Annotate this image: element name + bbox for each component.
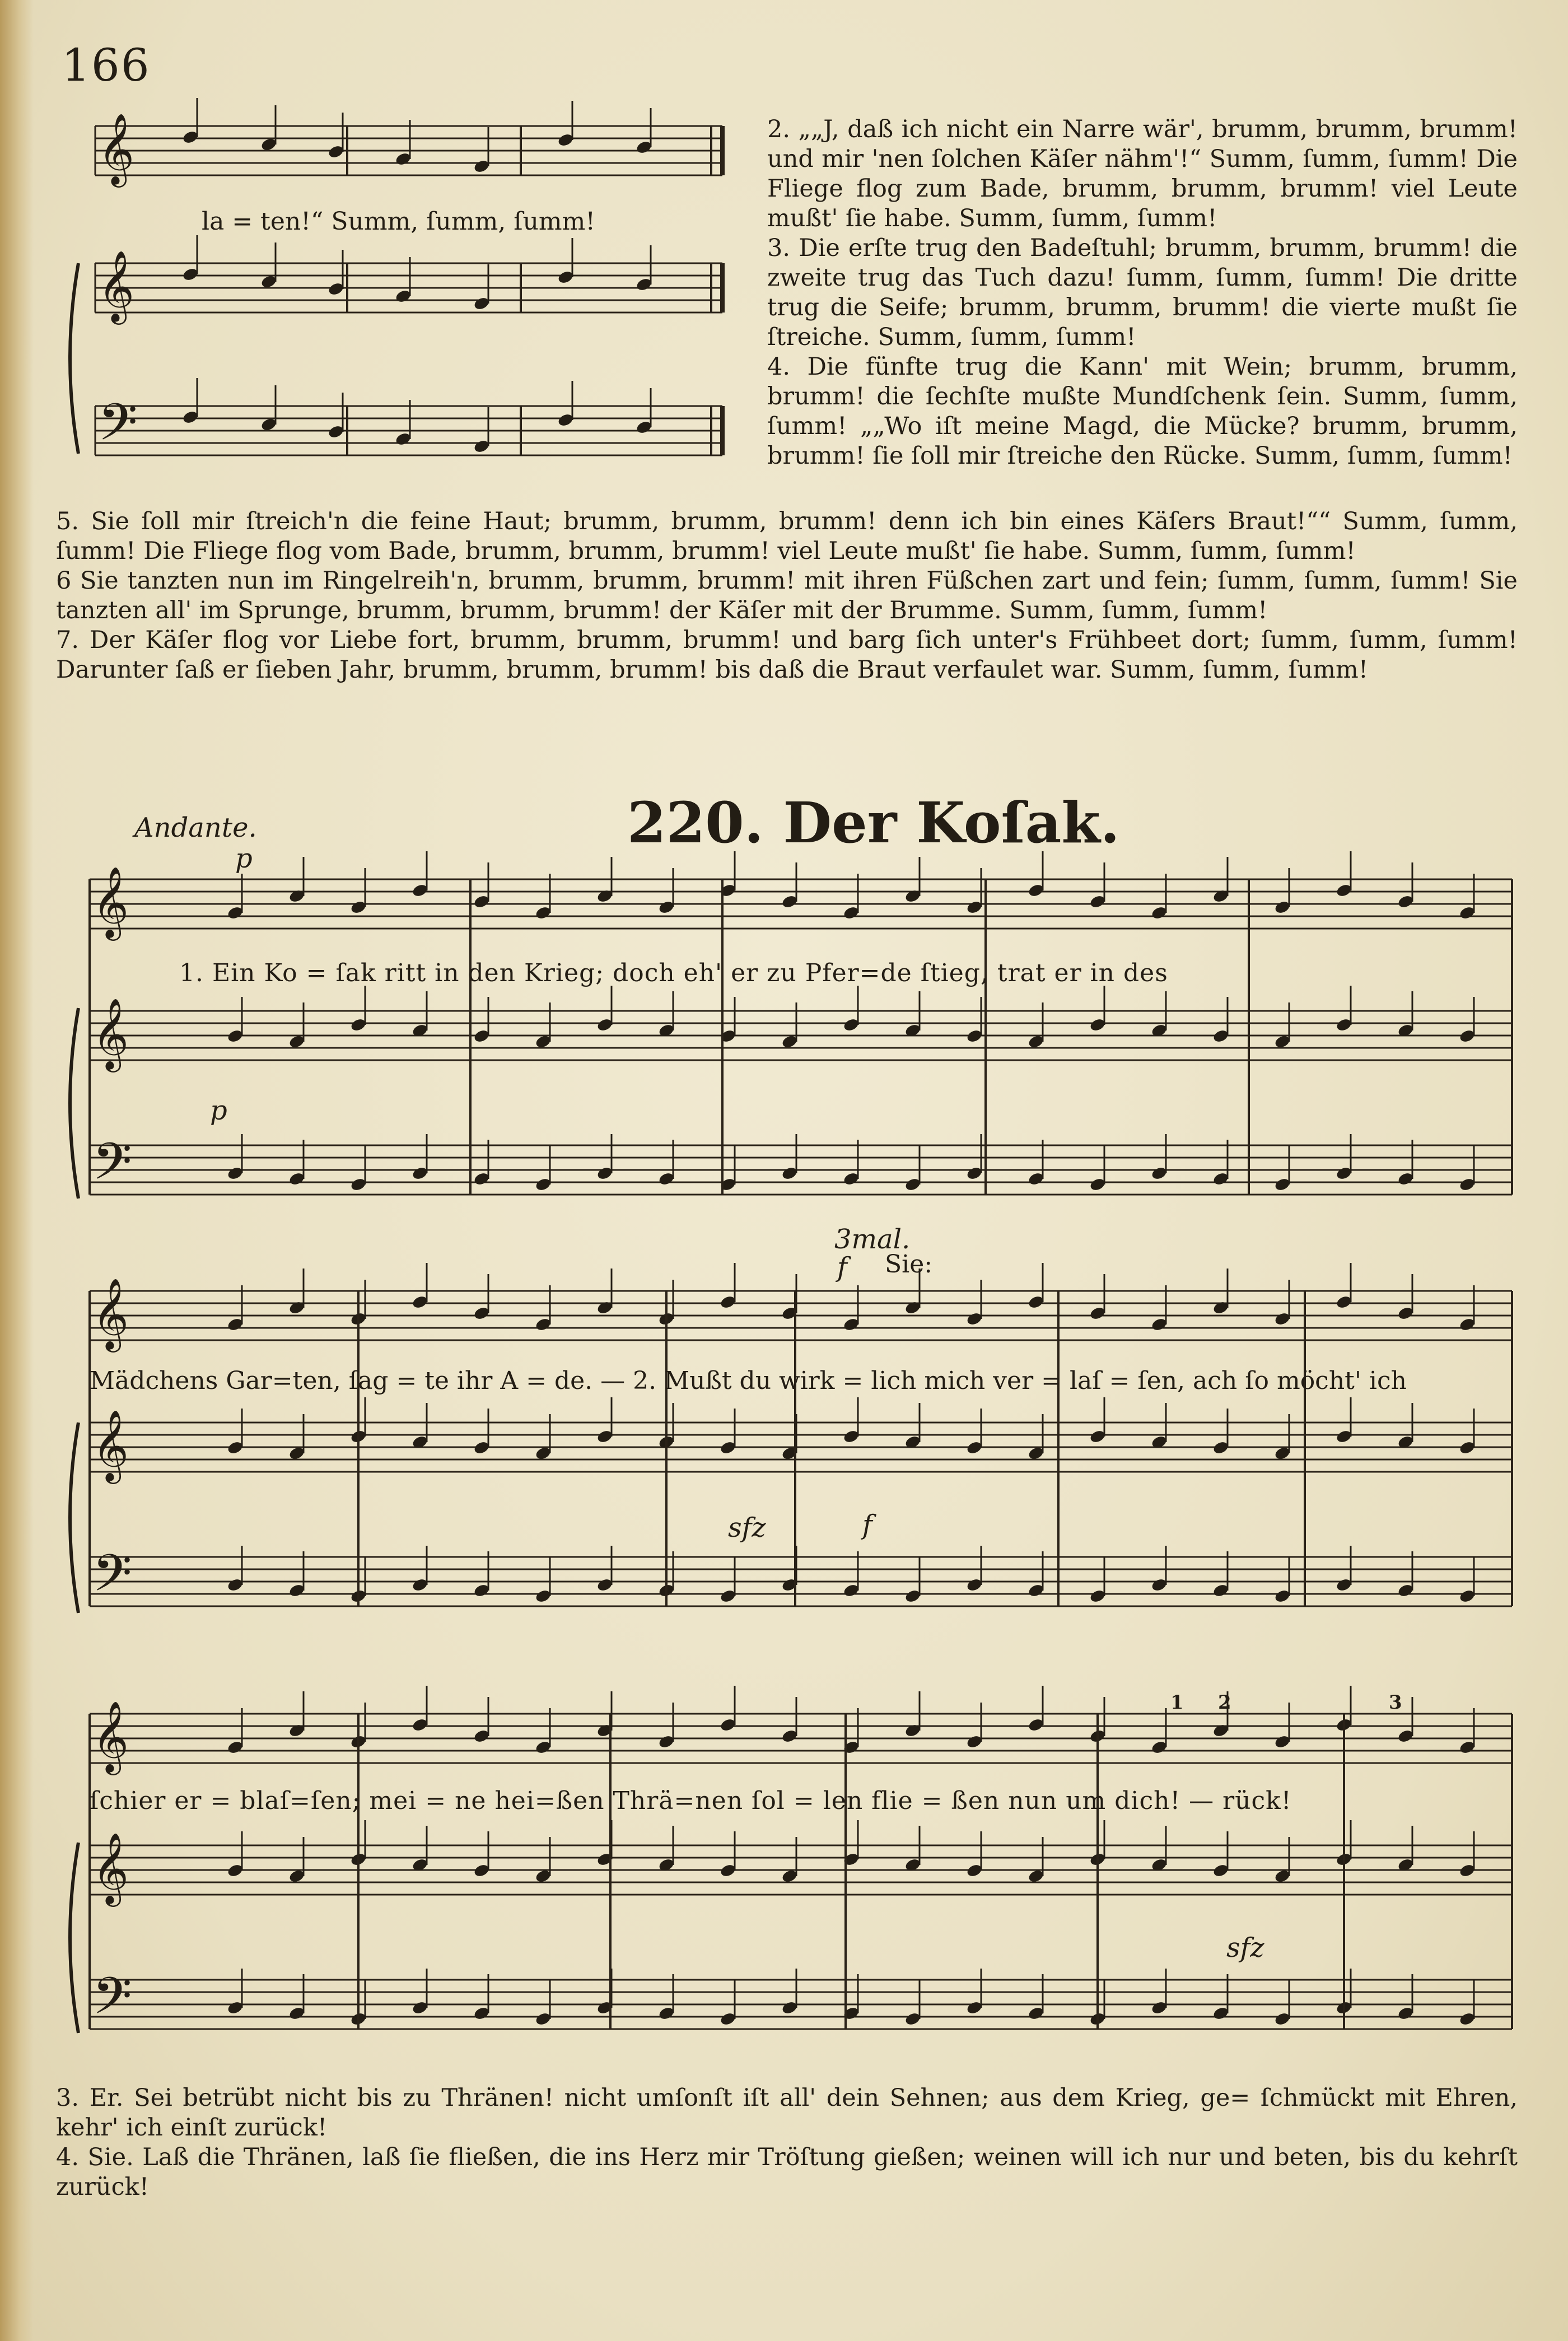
system-brace xyxy=(70,1843,78,2033)
verses-right-column xyxy=(767,115,1518,471)
song-verse-3: 3. Er. Sei betrübt nicht bis zu Thränen! nicht umſonſt iſt all' dein Sehnen; aus dem Krieg, ge= ſchmückt mit Ehren, kehr' ich einſt zurück! xyxy=(56,2084,1518,2142)
repeat-mark: 3mal. xyxy=(834,1224,911,1255)
system-brace xyxy=(70,263,78,454)
song-verse-4: 4. Sie. Laß die Thränen, laß ſie fließen, die ins Herz mir Tröſtung gießen; weinen will ich nur und beten, bis du kehrſt zurück! xyxy=(56,2143,1518,2201)
clefs xyxy=(92,113,138,2038)
verse-4: 4. Die fünfte trug die Kann' mit Wein; brumm, brumm, brumm! die ſechſte mußte Mundſchenk ſein. Summ, ſumm, ſumm! „„Wo iſt meine Magd, die Mücke? brumm, brumm, brumm! ſie ſoll mir ſtreiche den Rücke. Summ, ſumm, ſumm! xyxy=(767,353,1518,470)
clef-icon: 𝄞 xyxy=(92,1832,129,1904)
song-lyrics-system-2: Mädchens Gar=ten, ſag = te ihr A = de. — 2. Mußt du wirk = lich mich ver = laſ = ſen, ach ſo möcht' ich xyxy=(90,1367,1407,1395)
clef-icon: 𝄞 xyxy=(92,1409,129,1481)
clef-icon: 𝄞 xyxy=(92,1277,129,1349)
clef-icon: 𝄞 xyxy=(92,866,129,938)
verse-2: 2. „„J, daß ich nicht ein Narre wär', brumm, brumm, brumm! und mir 'nen ſolchen Käſer nähm'!“ Summ, ſumm, ſumm! Die Fliege flog zum Bade, brumm, brumm, brumm! viel Leute mußt' ſie habe. Summ, ſumm, ſumm! xyxy=(767,115,1518,232)
clef-icon: 𝄢 xyxy=(92,1966,132,2038)
song-verses-bottom xyxy=(56,2083,1518,2202)
dynamic-p-bass: p xyxy=(210,1095,227,1126)
verse-7: 7. Der Käſer flog vor Liebe fort, brumm, brumm, brumm! und barg ſich unter's Frühbeet dort; ſumm, ſumm, ſumm! Darunter ſaß er ſieben Jahr, brumm, brumm, brumm! bis daß die Braut verfaulet war. Summ, ſumm, ſumm! xyxy=(56,626,1518,684)
dynamic-p-voice: p xyxy=(235,843,253,874)
clef-icon: 𝄞 xyxy=(92,997,129,1069)
clef-icon: 𝄢 xyxy=(92,1132,132,1204)
tempo-marking: Andante. xyxy=(134,812,257,843)
clef-icon: 𝄞 xyxy=(98,113,135,184)
verse-5: 5. Sie ſoll mir ſtreich'n die feine Haut; brumm, brumm, brumm! denn ich bin eines Käſers Braut!““ Summ, ſumm, ſumm! Die Fliege flog vom Bade, brumm, brumm, brumm! viel Leute mußt' ſie habe. Summ, ſumm, ſumm! xyxy=(56,507,1518,565)
clef-icon: 𝄢 xyxy=(98,393,138,464)
top-lyrics-line: la = ten!“ Summ, ſumm, ſumm! xyxy=(202,207,596,236)
clef-icon: 𝄢 xyxy=(92,1543,132,1615)
clef-icon: 𝄞 xyxy=(98,250,135,321)
song-lyrics-system-1: 1. Ein Ko = ſak ritt in den Krieg; doch eh' er zu Pfer=de ſtieg, trat er in des xyxy=(179,959,1168,987)
clef-icon: 𝄞 xyxy=(92,1700,129,1772)
verse-3: 3. Die erſte trug den Badeſtuhl; brumm, brumm, brumm! die zweite trug das Tuch dazu! ſumm, ſumm, ſumm! Die dritte trug die Seife; brumm, brumm, brumm! die vierte mußt ſie ſtreiche. Summ, ſumm, ſumm! xyxy=(767,234,1518,351)
system-brace xyxy=(70,1008,78,1199)
verses-full-width xyxy=(56,507,1518,685)
song-lyrics-system-3: ſchier er = blaſ=ſen; mei = ne hei=ßen Thrä=nen ſol = len flie = ßen nun um dich! — rück! xyxy=(90,1787,1292,1815)
page-number: 166 xyxy=(62,39,151,91)
volta-1: 1 xyxy=(1170,1691,1184,1714)
volta-3: 3 xyxy=(1389,1691,1402,1714)
system-brace xyxy=(70,1423,78,1613)
dynamic-sfz-1: sfz xyxy=(728,1512,766,1543)
voice-cue-sie: Sie: xyxy=(885,1250,933,1279)
verse-6: 6 Sie tanzten nun im Ringelreih'n, brumm, brumm, brumm! mit ihren Füßchen zart und fein; ſumm, ſumm, ſumm! Sie tanzten all' im Sprunge, brumm, brumm, brumm! der Käſer mit der Brumme. Summ, ſumm, ſumm! xyxy=(56,567,1518,624)
song-title: 220. Der Koſak. xyxy=(627,790,1120,856)
dynamic-f-piano: f xyxy=(862,1509,872,1541)
volta-2: 2 xyxy=(1218,1691,1231,1714)
dynamic-f-voice: f xyxy=(837,1252,847,1283)
dynamic-sfz-2: sfz xyxy=(1226,1932,1264,1964)
